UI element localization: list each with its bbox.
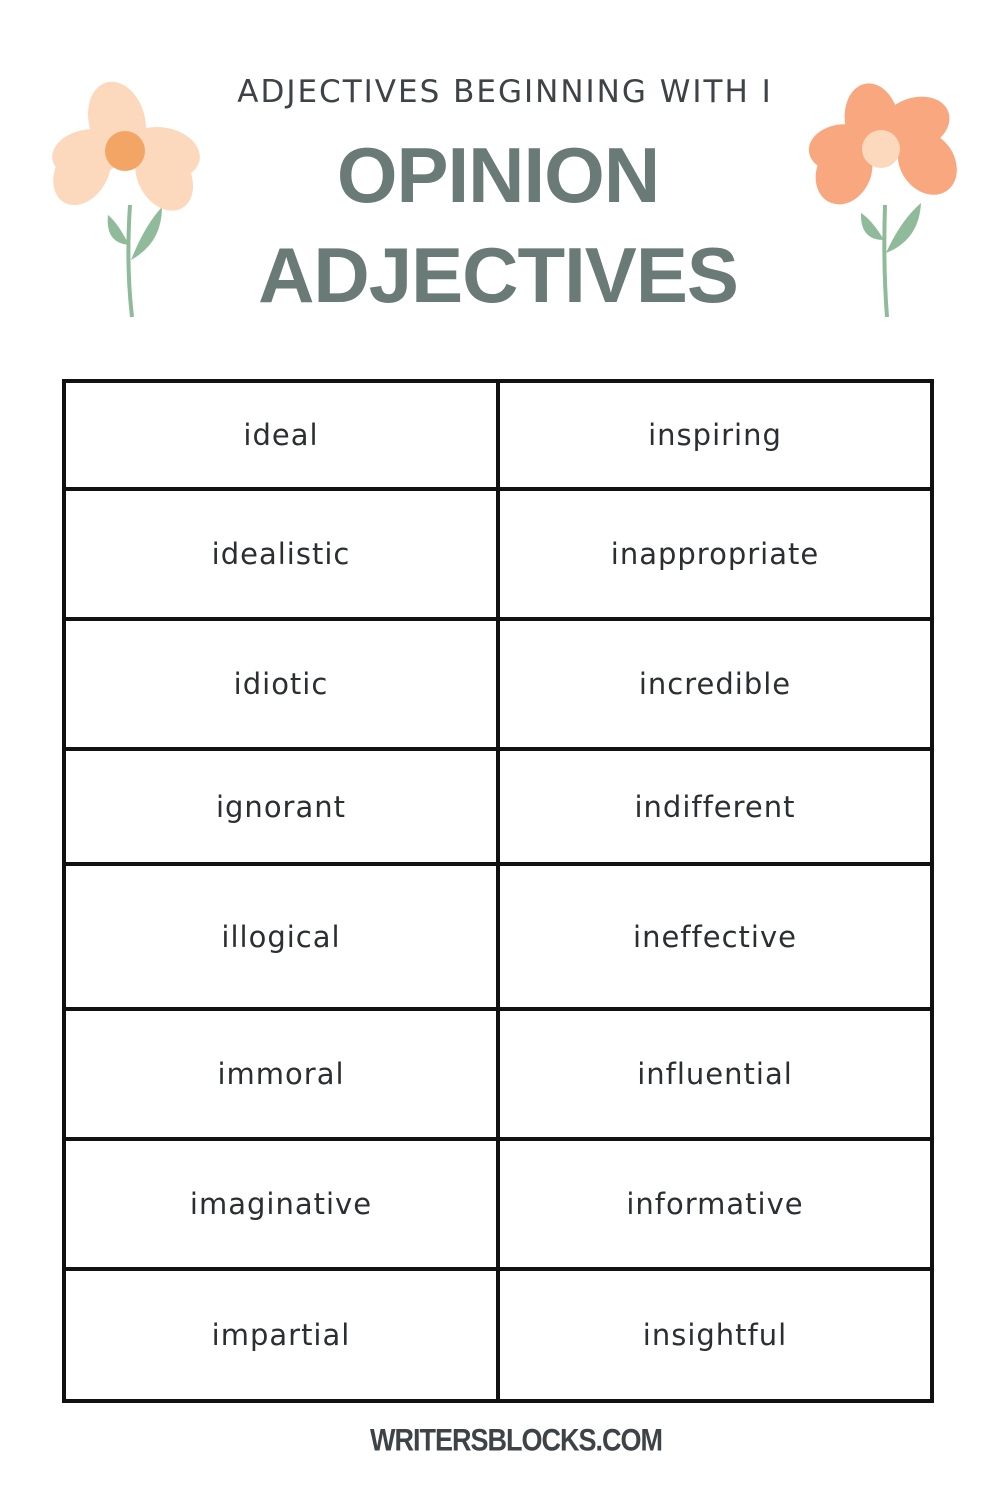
table-row	[64, 489, 932, 619]
flower-right-icon	[805, 75, 965, 325]
table-cell: inappropriate	[498, 489, 932, 619]
table-row	[64, 619, 932, 749]
adjectives-table	[62, 379, 934, 1403]
table-row	[64, 381, 932, 489]
table-cell: impartial	[64, 1269, 498, 1401]
table-row	[64, 864, 932, 1009]
table-cell: illogical	[64, 864, 498, 1009]
page-title-line-2: ADJECTIVES	[258, 231, 738, 319]
table-cell: imaginative	[64, 1139, 498, 1269]
table-row	[64, 1139, 932, 1269]
table-cell: indifferent	[498, 749, 932, 864]
table-cell: insightful	[498, 1269, 932, 1401]
table-row	[64, 749, 932, 864]
table-cell: informative	[498, 1139, 932, 1269]
subtitle: ADJECTIVES BEGINNING WITH I	[237, 74, 773, 110]
table-cell: ineffective	[498, 864, 932, 1009]
table-cell: idealistic	[64, 489, 498, 619]
table-cell: incredible	[498, 619, 932, 749]
table-cell: immoral	[64, 1009, 498, 1139]
table-cell: idiotic	[64, 619, 498, 749]
site-footer[interactable]: WRITERSBLOCKS.COM	[370, 1422, 662, 1458]
table-row	[64, 1269, 932, 1401]
table-row	[64, 1009, 932, 1139]
flower-left-icon	[50, 75, 210, 325]
table-cell: ignorant	[64, 749, 498, 864]
table-cell: inspiring	[498, 381, 932, 489]
table-cell: influential	[498, 1009, 932, 1139]
page-title-line-1: OPINION	[336, 131, 660, 219]
table-cell: ideal	[64, 381, 498, 489]
